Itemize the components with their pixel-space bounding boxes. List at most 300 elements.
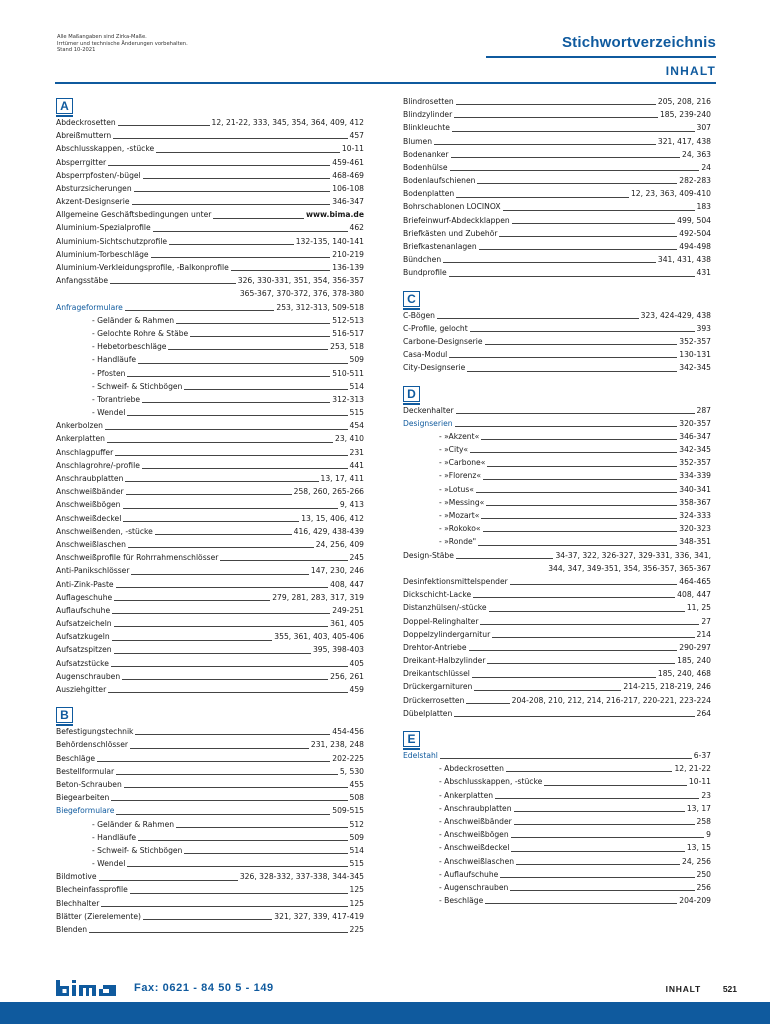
entry-leader — [176, 827, 347, 828]
index-entry — [56, 327, 364, 340]
entry-pages: 515 — [349, 408, 364, 418]
index-entry — [56, 367, 364, 380]
entry-term: Design-Stäbe — [403, 550, 454, 560]
index-entry — [56, 564, 364, 577]
entry-leader — [142, 402, 330, 403]
entry-leader — [127, 866, 347, 867]
entry-pages: 185, 240 — [677, 656, 711, 666]
index-entry — [403, 108, 711, 121]
index-entry — [56, 116, 364, 129]
entry-pages: 492-504 — [679, 228, 711, 238]
entry-term: Aufsatzeicheln — [56, 619, 112, 629]
entry-leader — [114, 653, 311, 654]
entry-term: - Anschweißbänder — [439, 816, 512, 826]
entry-pages: 13, 17 — [686, 803, 711, 813]
entry-term: Ankerplatten — [56, 434, 105, 444]
entry-leader — [500, 877, 694, 878]
index-entry — [56, 831, 364, 844]
entry-pages: 250 — [696, 869, 711, 879]
entry-term: - Wendel — [92, 859, 126, 869]
index-entry — [403, 881, 711, 894]
index-entry — [403, 443, 711, 456]
entry-leader — [114, 626, 329, 627]
entry-pages: 508 — [349, 793, 364, 803]
index-entry — [56, 380, 364, 393]
entry-pages: 509 — [349, 355, 364, 365]
entry-term: Dickschicht-Lacke — [403, 590, 472, 600]
entry-pages: 210-219 — [332, 249, 364, 259]
index-entry — [403, 775, 711, 788]
entry-term: City-Designserie — [403, 363, 466, 373]
entry-term: Aufsatzstücke — [56, 658, 109, 668]
entry-leader — [112, 613, 330, 614]
index-entry — [403, 266, 711, 279]
index-entry — [56, 791, 364, 804]
index-entry — [56, 406, 364, 419]
index-entry — [56, 261, 364, 274]
index-entry — [56, 182, 364, 195]
entry-leader — [485, 344, 678, 345]
entry-leader — [184, 853, 347, 854]
entry-term: - »City« — [439, 445, 469, 455]
entry-leader — [443, 262, 656, 263]
entry-leader — [476, 492, 677, 493]
entry-pages: 214-215, 218-219, 246 — [623, 682, 711, 692]
index-entry — [403, 348, 711, 361]
index-entry — [56, 142, 364, 155]
entry-term: Bodenlaufschienen — [403, 176, 476, 186]
entry-pages: 326, 330-331, 351, 354, 356-357 — [237, 276, 364, 286]
entry-pages: 256, 261 — [330, 671, 364, 681]
index-entry — [56, 156, 364, 169]
entry-term: Beschläge — [56, 753, 96, 763]
entry-term: - Anschraubplatten — [439, 803, 512, 813]
index-entry — [403, 894, 711, 907]
entry-leader — [169, 244, 294, 245]
index-entry — [56, 591, 364, 604]
entry-term: - Anschweißbögen — [439, 830, 509, 840]
disclaimer-line: Stand 10-2021 — [57, 47, 96, 54]
entry-term: - Hebetorbeschläge — [92, 342, 167, 352]
entry-pages: 23, 410 — [335, 434, 364, 444]
entry-pages: 130-131 — [679, 350, 711, 360]
entry-pages: 5, 530 — [339, 766, 364, 776]
entry-term: Absperrpfosten/-bügel — [56, 170, 141, 180]
entry-pages: 24, 363 — [682, 149, 711, 159]
entry-leader — [456, 558, 554, 559]
entry-term: Abschlusskappen, -stücke — [56, 144, 155, 154]
entry-leader — [455, 426, 678, 427]
entry-term: - »Ronde" — [439, 537, 477, 547]
index-entry — [403, 174, 711, 187]
section-letter: C — [403, 291, 420, 307]
entry-leader — [213, 218, 304, 219]
entry-pages: 514 — [349, 381, 364, 391]
index-entry — [56, 738, 364, 751]
index-entry — [56, 274, 364, 287]
index-section — [56, 704, 364, 936]
entry-pages: 342-345 — [679, 363, 711, 373]
entry-term: Abreißmuttern — [56, 131, 112, 141]
index-entry — [403, 201, 711, 214]
entry-term: Briefkästen und Zubehör — [403, 228, 498, 238]
index-entry — [56, 235, 364, 248]
section-letter: D — [403, 386, 420, 402]
entry-pages: 455 — [349, 779, 364, 789]
entry-term: C-Bögen — [403, 310, 435, 320]
entry-pages: 454 — [349, 421, 364, 431]
index-entry — [56, 778, 364, 791]
entry-leader — [511, 851, 684, 852]
entry-term: - »Rokoko« — [439, 524, 481, 534]
entry-term: Casa-Modul — [403, 350, 448, 360]
entry-term: - Ankerplatten — [439, 790, 494, 800]
entry-term: Carbone-Designserie — [403, 336, 483, 346]
index-entry — [56, 419, 364, 432]
entry-term: Augenschrauben — [56, 671, 121, 681]
entry-leader — [115, 455, 347, 456]
entry-term: Absturzsicherungen — [56, 183, 132, 193]
entry-term: Anschweißenden, -stücke — [56, 526, 153, 536]
entry-pages: 258, 260, 265-266 — [293, 487, 364, 497]
entry-term: Bildmotive — [56, 872, 97, 882]
entry-pages: 9 — [706, 830, 711, 840]
entry-term: - »Florenz« — [439, 471, 481, 481]
entry-leader — [510, 890, 694, 891]
entry-term: Edelstahl — [403, 751, 438, 761]
index-section — [403, 383, 711, 721]
entry-term: - Schweif- & Stichbögen — [92, 381, 183, 391]
entry-leader — [231, 270, 330, 271]
entry-leader — [469, 650, 678, 651]
index-entry — [56, 472, 364, 485]
entry-pages: 23 — [701, 790, 711, 800]
entry-pages: 352-357 — [679, 336, 711, 346]
index-entry — [403, 681, 711, 694]
entry-term: Doppel-Relinghalter — [403, 616, 479, 626]
entry-pages: 494-498 — [679, 242, 711, 252]
index-entry — [403, 601, 711, 614]
entry-pages: 24 — [701, 162, 711, 172]
entry-term: Anschweißlaschen — [56, 539, 126, 549]
entry-pages: 514 — [349, 845, 364, 855]
entry-leader — [487, 466, 677, 467]
index-entry — [56, 644, 364, 657]
entry-term: Befestigungstechnik — [56, 727, 134, 737]
entry-term: Bundprofile — [403, 268, 447, 278]
entry-pages: 457 — [349, 131, 364, 141]
entry-pages: 183 — [696, 202, 711, 212]
index-entry — [403, 253, 711, 266]
section-letter: E — [403, 731, 420, 747]
entry-term: Anti-Panikschlösser — [56, 566, 130, 576]
index-entry — [403, 535, 711, 548]
entry-pages: 253, 312-313, 509-518 — [276, 302, 364, 312]
entry-term: Beton-Schrauben — [56, 779, 122, 789]
entry-leader — [510, 584, 678, 585]
entry-pages: 464-465 — [679, 576, 711, 586]
entry-pages: 205, 208, 216 — [657, 96, 711, 106]
section-letter: A — [56, 98, 73, 114]
entry-term: Aufsatzspitzen — [56, 645, 112, 655]
entry-leader — [184, 389, 347, 390]
disclaimer-line: Irrtümer und technische Änderungen vorbehalten. — [57, 40, 188, 47]
index-entry — [56, 314, 364, 327]
entry-term: Blätter (Zierelemente) — [56, 911, 141, 921]
index-entry — [403, 430, 711, 443]
entry-leader — [153, 231, 348, 232]
entry-term: - Schweif- & Stichbögen — [92, 845, 183, 855]
entry-pages: 256 — [696, 882, 711, 892]
entry-pages: 346-347 — [332, 197, 364, 207]
index-entry — [403, 309, 711, 322]
entry-pages: 132-135, 140-141 — [295, 236, 364, 246]
entry-pages: 307 — [696, 123, 711, 133]
entry-pages: 321, 327, 339, 417-419 — [274, 911, 364, 921]
entry-pages: 12, 23, 363, 409-410 — [630, 189, 711, 199]
page-footer — [56, 978, 737, 1002]
index-entry — [56, 752, 364, 765]
index-entry — [403, 322, 711, 335]
entry-term: - Pfosten — [92, 368, 126, 378]
entry-leader — [142, 468, 348, 469]
entry-pages: 11, 25 — [686, 603, 711, 613]
entry-pages: 320-357 — [679, 418, 711, 428]
index-entry — [56, 630, 364, 643]
index-entry — [403, 588, 711, 601]
entry-leader — [456, 104, 656, 105]
entry-term: - Geländer & Rahmen — [92, 819, 175, 829]
entry-term: Anfrageformulare — [56, 302, 123, 312]
entry-leader — [489, 611, 685, 612]
entry-pages: 459 — [349, 685, 364, 695]
entry-pages: 231 — [349, 447, 364, 457]
section-header — [56, 704, 364, 725]
entry-pages: 106-108 — [332, 183, 364, 193]
entry-leader — [135, 734, 330, 735]
entry-leader — [97, 761, 330, 762]
entry-term: Aluminium-Verkleidungsprofile, -Balkonprofile — [56, 263, 229, 273]
index-entry — [56, 670, 364, 683]
entry-pages-continued: 365-367, 370-372, 376, 378-380 — [239, 289, 364, 299]
index-entry — [403, 667, 711, 680]
entry-term: Distanzhülsen/-stücke — [403, 603, 487, 613]
entry-leader — [512, 223, 675, 224]
entry-leader — [123, 508, 338, 509]
entry-term: Auflageschuhe — [56, 592, 113, 602]
entry-leader — [107, 442, 333, 443]
index-entry — [56, 498, 364, 511]
disclaimer-line: Alle Maßangaben sind Zirka-Maße. — [57, 34, 147, 40]
index-entry — [403, 815, 711, 828]
entry-term: - Abdeckrosetten — [439, 764, 504, 774]
page-header — [562, 34, 716, 51]
entry-term: Briefeinwurf-Abdeckklappen — [403, 215, 510, 225]
entry-term: Biegearbeiten — [56, 793, 110, 803]
index-entry — [403, 707, 711, 720]
entry-term: Anschweißbögen — [56, 500, 121, 510]
entry-leader — [105, 429, 348, 430]
entry-pages: 468-469 — [332, 170, 364, 180]
entry-leader — [479, 249, 678, 250]
entry-term: Allgemeine Geschäftsbedingungen unter — [56, 210, 212, 220]
entry-pages: 279, 281, 283, 317, 319 — [272, 592, 364, 602]
bima-logo-mark — [56, 980, 118, 996]
entry-leader — [99, 880, 238, 881]
entry-pages: 340-341 — [679, 484, 711, 494]
page-number: 521 — [722, 984, 737, 994]
index-entry — [56, 818, 364, 831]
entry-leader — [118, 125, 210, 126]
entry-pages: 10-11 — [688, 777, 711, 787]
entry-pages: 509-515 — [332, 806, 364, 816]
entry-term: - Torantriebe — [92, 394, 141, 404]
entry-leader — [127, 376, 330, 377]
entry-term: - »Messing« — [439, 497, 485, 507]
entry-pages: 27 — [701, 616, 711, 626]
entry-term: Blecheinfassprofile — [56, 885, 128, 895]
entry-term: - »Lotus« — [439, 484, 474, 494]
index-entry — [403, 135, 711, 148]
entry-leader — [114, 600, 270, 601]
entry-leader — [454, 117, 658, 118]
header-divider — [55, 82, 716, 84]
index-entry — [403, 470, 711, 483]
entry-pages: 431 — [696, 268, 711, 278]
entry-leader — [127, 415, 347, 416]
entry-pages: 324-333 — [679, 511, 711, 521]
entry-term: Auflaufschuhe — [56, 605, 111, 615]
index-entry — [56, 393, 364, 406]
entry-term: Anschweißdeckel — [56, 513, 122, 523]
entry-pages: 10-11 — [341, 144, 364, 154]
entry-leader — [434, 144, 656, 145]
entry-term: Anti-Zink-Paste — [56, 579, 114, 589]
entry-pages: 346-347 — [679, 431, 711, 441]
entry-leader — [467, 371, 677, 372]
entry-pages: 204-209 — [679, 896, 711, 906]
entry-leader — [470, 452, 677, 453]
entry-pages: 334-339 — [679, 471, 711, 481]
entry-term: Blinkleuchte — [403, 123, 450, 133]
index-entry — [56, 538, 364, 551]
entry-pages: 510-511 — [332, 368, 364, 378]
index-entry — [56, 433, 364, 446]
index-entry — [56, 804, 364, 817]
entry-term: Ausziehgitter — [56, 685, 107, 695]
index-entry — [403, 749, 711, 762]
entry-pages: 320-323 — [679, 524, 711, 534]
entry-pages: 253, 518 — [330, 342, 364, 352]
index-entry — [56, 884, 364, 897]
entry-term: Aluminium-Sichtschutzprofile — [56, 236, 168, 246]
entry-pages: 282-283 — [679, 176, 711, 186]
index-entry — [403, 575, 711, 588]
entry-leader — [89, 932, 347, 933]
entry-leader — [156, 152, 340, 153]
entry-pages: 12, 21-22 — [674, 764, 711, 774]
entry-leader — [155, 534, 292, 535]
entry-pages: 393 — [696, 323, 711, 333]
entry-term: Dübelplatten — [403, 708, 453, 718]
entry-pages: 321, 417, 438 — [657, 136, 711, 146]
entry-leader — [130, 893, 348, 894]
index-entry — [403, 483, 711, 496]
entry-leader — [110, 283, 236, 284]
entry-pages: 24, 256, 409 — [315, 539, 364, 549]
footer-section-label: INHALT — [665, 984, 701, 994]
entry-term: Blindrosetten — [403, 96, 454, 106]
entry-pages: 225 — [349, 925, 364, 935]
entry-leader — [113, 138, 347, 139]
index-entry — [403, 802, 711, 815]
index-entry — [56, 446, 364, 459]
entry-pages: 185, 240, 468 — [657, 669, 711, 679]
entry-leader — [101, 906, 347, 907]
entry-term: Anfangsstäbe — [56, 276, 109, 286]
section-letter: B — [56, 707, 73, 723]
entry-leader — [134, 191, 331, 192]
entry-term: Drückergarnituren — [403, 682, 473, 692]
entry-pages: 204-208, 210, 212, 214, 216-217, 220-221, 223-224 — [511, 695, 711, 705]
entry-term: - Auflaufschuhe — [439, 869, 499, 879]
entry-term: - Beschläge — [439, 896, 484, 906]
index-entry — [56, 857, 364, 870]
entry-pages: 361, 405 — [330, 619, 364, 629]
page-title: Stichwortverzeichnis — [561, 34, 716, 51]
index-entry — [56, 551, 364, 564]
entry-leader — [466, 703, 509, 704]
entry-term: Desinfektionsmittelspender — [403, 576, 508, 586]
footer-bar — [0, 1002, 770, 1024]
entry-leader — [483, 531, 678, 532]
entry-leader — [544, 785, 687, 786]
entry-pages: 416, 429, 438-439 — [293, 526, 364, 536]
entry-pages: 214 — [696, 629, 711, 639]
index-entry — [403, 404, 711, 417]
index-column-right — [403, 95, 711, 915]
entry-leader — [495, 798, 699, 799]
index-entry — [56, 129, 364, 142]
entry-leader — [486, 505, 677, 506]
index-entry — [56, 525, 364, 538]
index-entry — [56, 870, 364, 883]
entry-leader — [128, 547, 314, 548]
entry-term: - Handläufe — [92, 832, 137, 842]
entry-leader — [449, 357, 677, 358]
entry-term: Akzent-Designserie — [56, 197, 130, 207]
index-entry — [403, 214, 711, 227]
entry-pages: 125 — [349, 885, 364, 895]
entry-leader — [108, 692, 347, 693]
entry-term: - Handläufe — [92, 355, 137, 365]
index-entry — [403, 615, 711, 628]
index-entry — [403, 789, 711, 802]
entry-term: Blenden — [56, 925, 88, 935]
entry-leader — [190, 336, 330, 337]
entry-term: - Anschweißlaschen — [439, 856, 515, 866]
index-section — [403, 95, 711, 280]
entry-term: Drückerrosetten — [403, 695, 465, 705]
title-divider — [486, 56, 716, 58]
entry-term: Bodenhülse — [403, 162, 448, 172]
entry-leader — [472, 677, 656, 678]
entry-pages: 358-367 — [679, 497, 711, 507]
index-entry — [56, 923, 364, 936]
bima-logo — [56, 980, 118, 996]
entry-leader — [138, 840, 347, 841]
index-entry — [56, 195, 364, 208]
